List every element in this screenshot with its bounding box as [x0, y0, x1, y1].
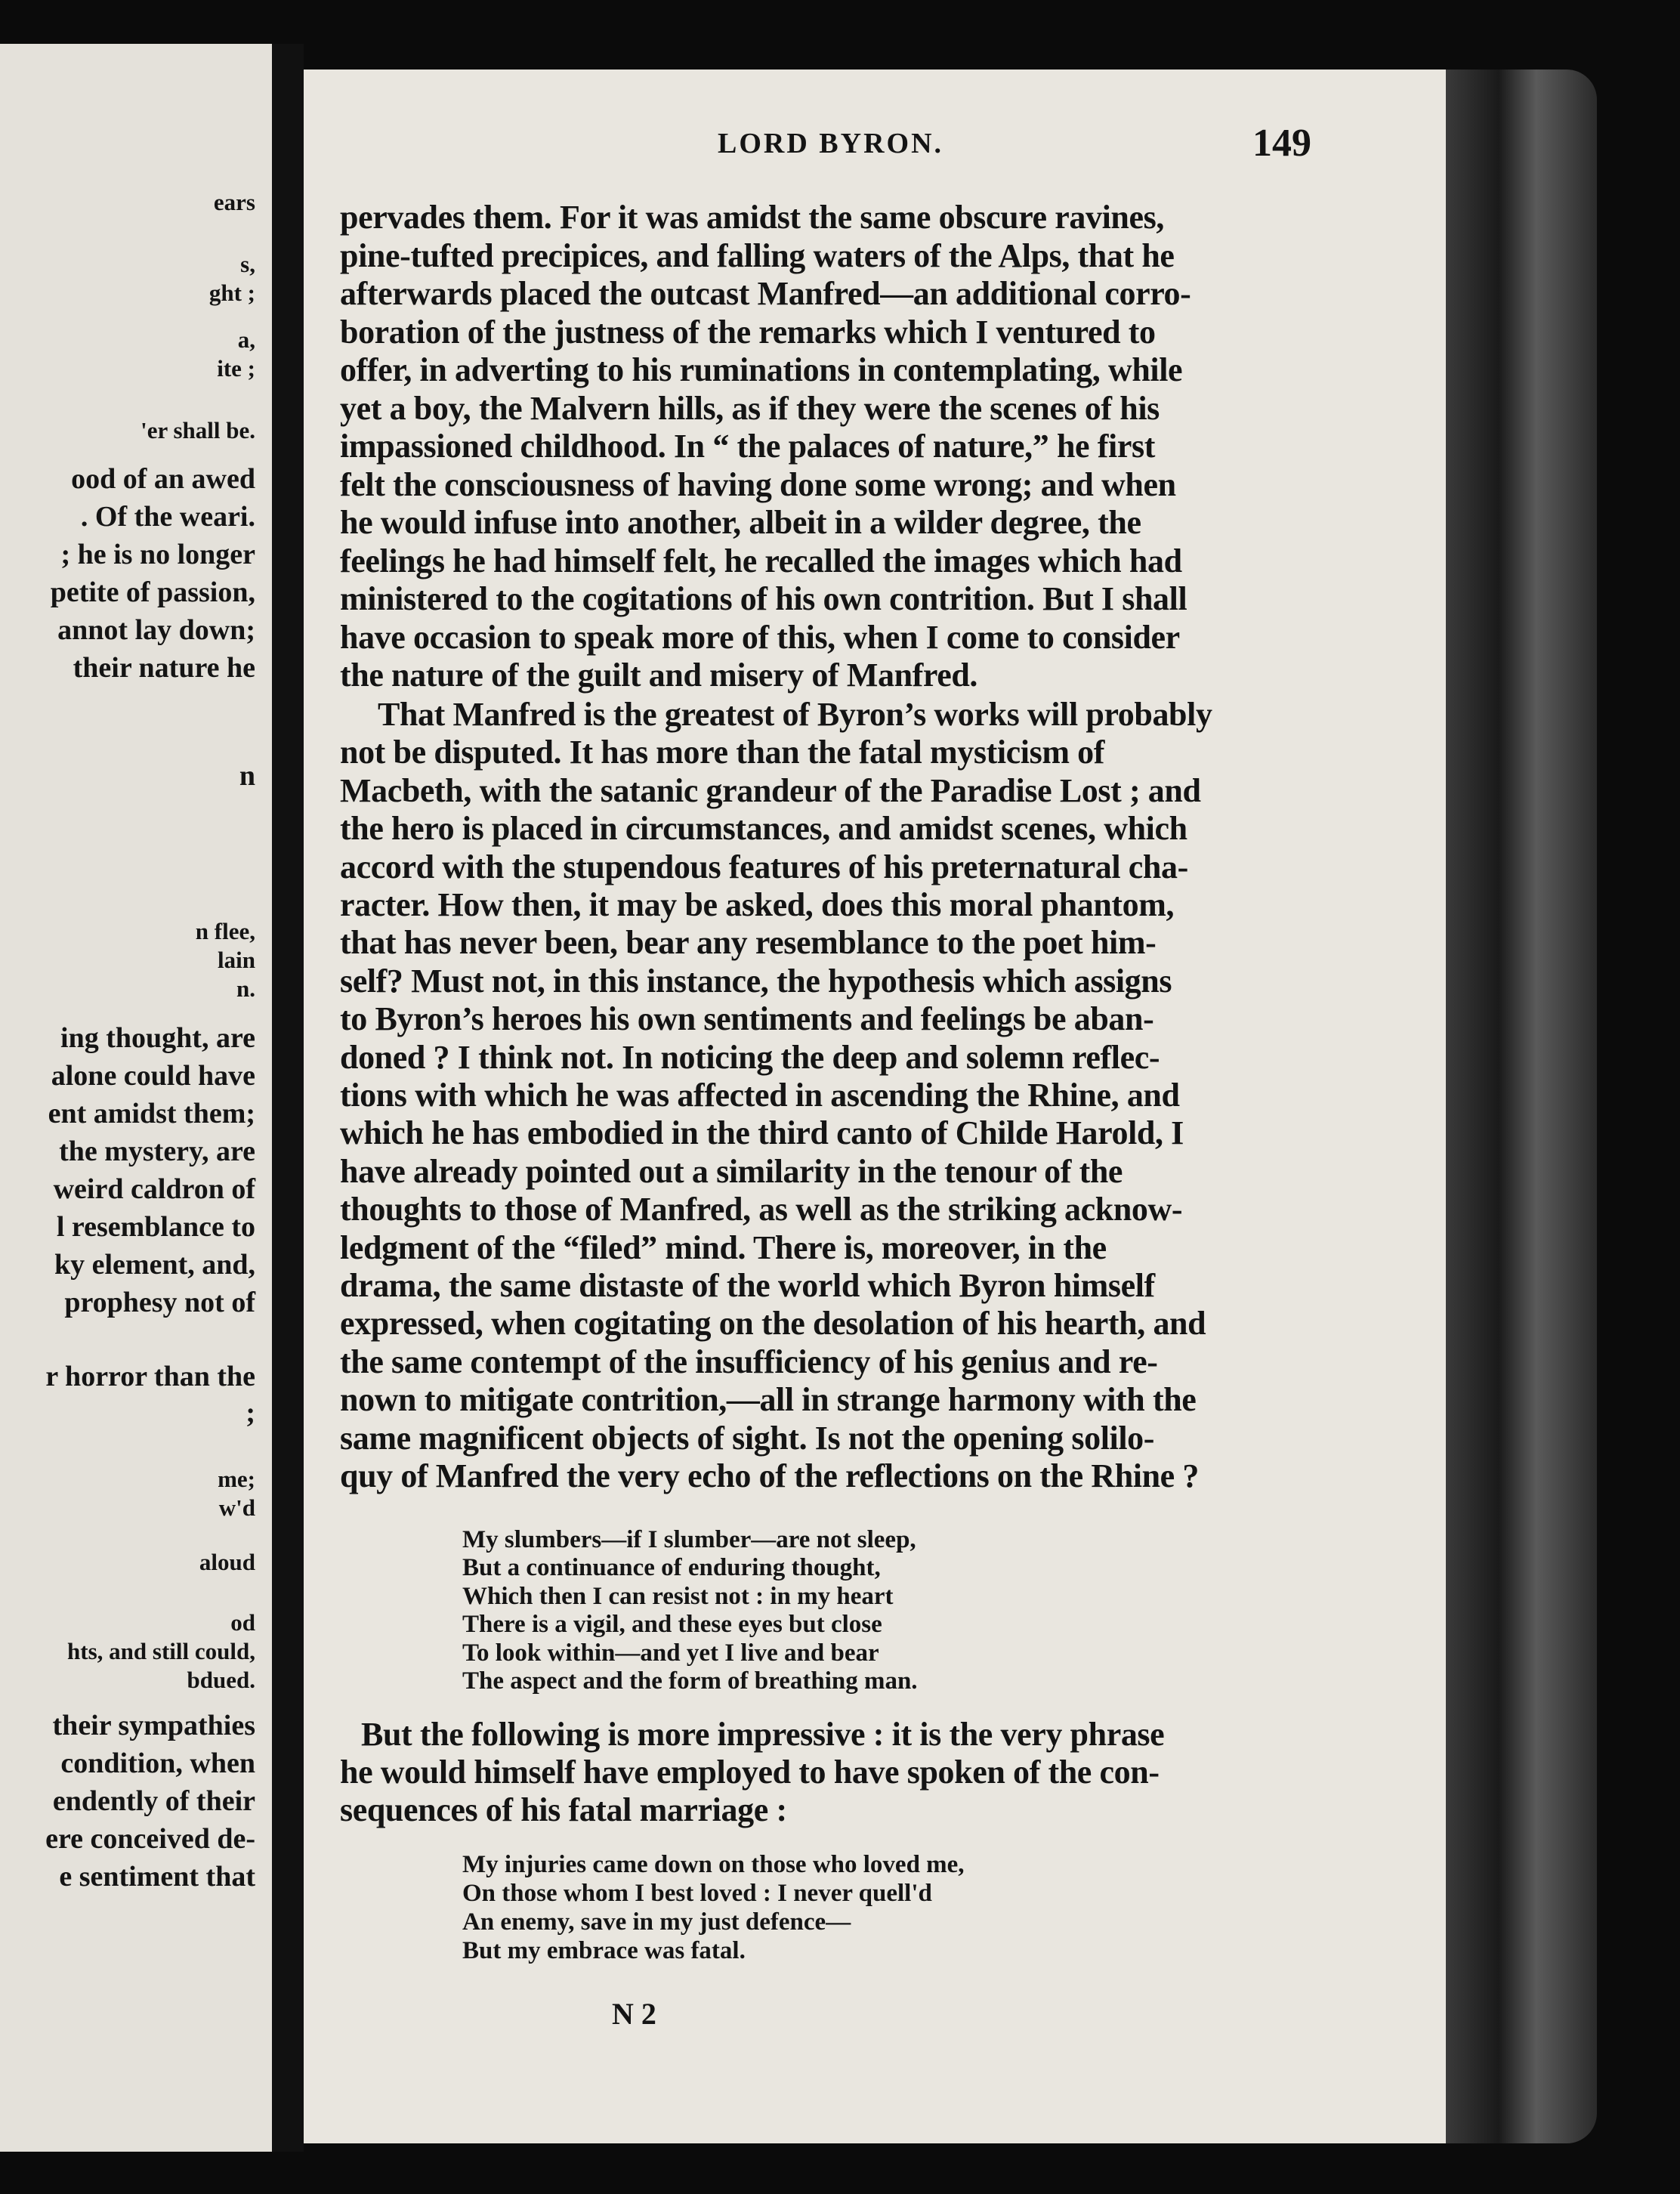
text-line: accord with the stupendous features of his preternatural cha- — [340, 848, 1188, 885]
left-page-fragment: n — [239, 760, 255, 792]
left-page-fragment: their sympathies — [52, 1710, 255, 1741]
text-line: the nature of the guilt and misery of Manfred. — [340, 657, 978, 694]
text-line: offer, in adverting to his ruminations in contemplating, while — [340, 351, 1183, 388]
text-line: racter. How then, it may be asked, does this moral phantom, — [340, 886, 1175, 923]
left-page-fragment: s, — [240, 251, 255, 277]
left-page-fragment: endently of their — [52, 1785, 255, 1817]
left-page-fragment: aloud — [199, 1549, 255, 1575]
text-line: impassioned childhood. In “ the palaces of nature,” he first — [340, 428, 1155, 465]
left-page-fragment: bdued. — [187, 1667, 255, 1693]
text-line: self? Must not, in this instance, the hypothesis which assigns — [340, 962, 1172, 1000]
left-page-fragment: 'er shall be. — [141, 417, 255, 443]
left-page-fragment: ood of an awed — [71, 463, 255, 495]
text-line: have already pointed out a similarity in the tenour of the — [340, 1152, 1123, 1190]
text-line: nown to mitigate contrition,—all in strange harmony with the — [340, 1381, 1197, 1419]
running-head: LORD BYRON. — [718, 128, 944, 159]
left-page-fragment: hts, and still could, — [67, 1638, 255, 1664]
verse-line: My slumbers—if I slumber—are not sleep, — [462, 1526, 916, 1553]
verse-line: Which then I can resist not : in my heart — [462, 1582, 894, 1610]
left-page-fragment: ght ; — [208, 280, 255, 306]
left-page-fragment: od — [230, 1609, 255, 1636]
text-line: pervades them. For it was amidst the same obscure ravines, — [340, 199, 1164, 236]
text-line: which he has embodied in the third canto of Childe Harold, I — [340, 1114, 1184, 1152]
text-line: doned ? I think not. In noticing the deep and solemn reflec- — [340, 1038, 1160, 1076]
verse-line: To look within—and yet I live and bear — [462, 1639, 879, 1667]
left-page-fragment: petite of passion, — [50, 576, 255, 608]
left-page-fragment: lain — [218, 947, 255, 973]
text-line: feelings he had himself felt, he recalled the images which had — [340, 542, 1182, 579]
verse-line: But my embrace was fatal. — [462, 1937, 746, 1964]
text-line: he would himself have employed to have spoken of the con- — [340, 1754, 1160, 1791]
text-line: That Manfred is the greatest of Byron’s works will probably — [378, 696, 1212, 733]
text-line: he would infuse into another, albeit in a wilder degree, the — [340, 504, 1141, 541]
text-line: Macbeth, with the satanic grandeur of the Paradise Lost ; and — [340, 771, 1201, 809]
text-line: But the following is more impressive : it is the very phrase — [361, 1716, 1165, 1753]
verse-line: On those whom I best loved : I never quell'd — [462, 1880, 932, 1907]
text-line: same magnificent objects of sight. Is not the opening solilo- — [340, 1419, 1155, 1457]
previous-page-fragment — [0, 44, 272, 2152]
left-page-fragment: ; he is no longer — [60, 539, 255, 570]
text-line: afterwards placed the outcast Manfred—an additional corro- — [340, 275, 1191, 312]
text-line: not be disputed. It has more than the fatal mysticism of — [340, 734, 1105, 771]
left-page-fragment: their nature he — [73, 652, 255, 684]
left-page-fragment: a, — [237, 326, 255, 353]
page-edge — [1446, 70, 1597, 2143]
text-line: quy of Manfred the very echo of the reflections on the Rhine ? — [340, 1457, 1199, 1494]
left-page-fragment: the mystery, are — [59, 1136, 255, 1167]
left-page-fragment: n flee, — [195, 918, 255, 944]
left-page-fragment: ky element, and, — [54, 1249, 255, 1281]
text-line: the hero is placed in circumstances, and amidst scenes, which — [340, 810, 1187, 848]
left-page-fragment: weird caldron of — [53, 1173, 255, 1205]
text-line: thoughts to those of Manfred, as well as the striking acknow- — [340, 1191, 1183, 1228]
left-page-fragment: ; — [246, 1397, 255, 1429]
signature-mark: N 2 — [612, 1997, 656, 2031]
text-line: expressed, when cogitating on the desolation of his hearth, and — [340, 1305, 1206, 1343]
page-number: 149 — [1252, 122, 1311, 165]
left-page-fragment: e sentiment that — [59, 1861, 255, 1893]
book-gutter — [272, 44, 304, 2152]
text-line: pine-tufted precipices, and falling waters of the Alps, that he — [340, 236, 1175, 274]
left-page-fragment: me; — [218, 1466, 255, 1492]
left-page-fragment: ere conceived de- — [45, 1823, 255, 1855]
left-page-fragment: ears — [213, 189, 255, 215]
left-page-fragment: prophesy not of — [64, 1287, 255, 1318]
left-page-fragment: ite ; — [217, 355, 255, 382]
text-line: yet a boy, the Malvern hills, as if they were the scenes of his — [340, 389, 1160, 427]
left-page-fragment: condition, when — [60, 1747, 255, 1779]
text-line: drama, the same distaste of the world which Byron himself — [340, 1267, 1155, 1304]
verse-line: My injuries came down on those who loved me, — [462, 1851, 965, 1878]
verse-line: An enemy, save in my just defence— — [462, 1908, 851, 1936]
text-line: ledgment of the “filed” mind. There is, moreover, in the — [340, 1228, 1107, 1266]
left-page-fragment: alone could have — [51, 1060, 255, 1092]
text-line: have occasion to speak more of this, when I come to consider — [340, 618, 1180, 656]
left-page-fragment: annot lay down; — [57, 614, 255, 646]
text-line: to Byron’s heroes his own sentiments and feelings be aban- — [340, 1000, 1154, 1038]
left-page-fragment: l resemblance to — [56, 1211, 255, 1243]
left-page-fragment: ent amidst them; — [48, 1098, 255, 1129]
left-page-fragment: r horror than the — [45, 1361, 255, 1392]
left-page-fragment: w'd — [218, 1494, 255, 1521]
verse-line: The aspect and the form of breathing man. — [462, 1667, 918, 1695]
left-page-fragment: . Of the weari. — [80, 501, 255, 533]
text-line: felt the consciousness of having done some wrong; and when — [340, 465, 1176, 503]
left-page-fragment: ing thought, are — [60, 1022, 255, 1054]
text-line: tions with which he was affected in ascending the Rhine, and — [340, 1077, 1180, 1114]
text-line: sequences of his fatal marriage : — [340, 1791, 787, 1828]
text-line: ministered to the cogitations of his own contrition. But I shall — [340, 580, 1187, 617]
verse-line: But a continuance of enduring thought, — [462, 1554, 881, 1582]
left-page-fragment: n. — [236, 975, 255, 1002]
verse-line: There is a vigil, and these eyes but close — [462, 1611, 882, 1639]
text-line: the same contempt of the insufficiency of his genius and re- — [340, 1343, 1158, 1380]
text-line: that has never been, bear any resemblance to the poet him- — [340, 924, 1157, 962]
text-line: boration of the justness of the remarks which I ventured to — [340, 313, 1156, 351]
